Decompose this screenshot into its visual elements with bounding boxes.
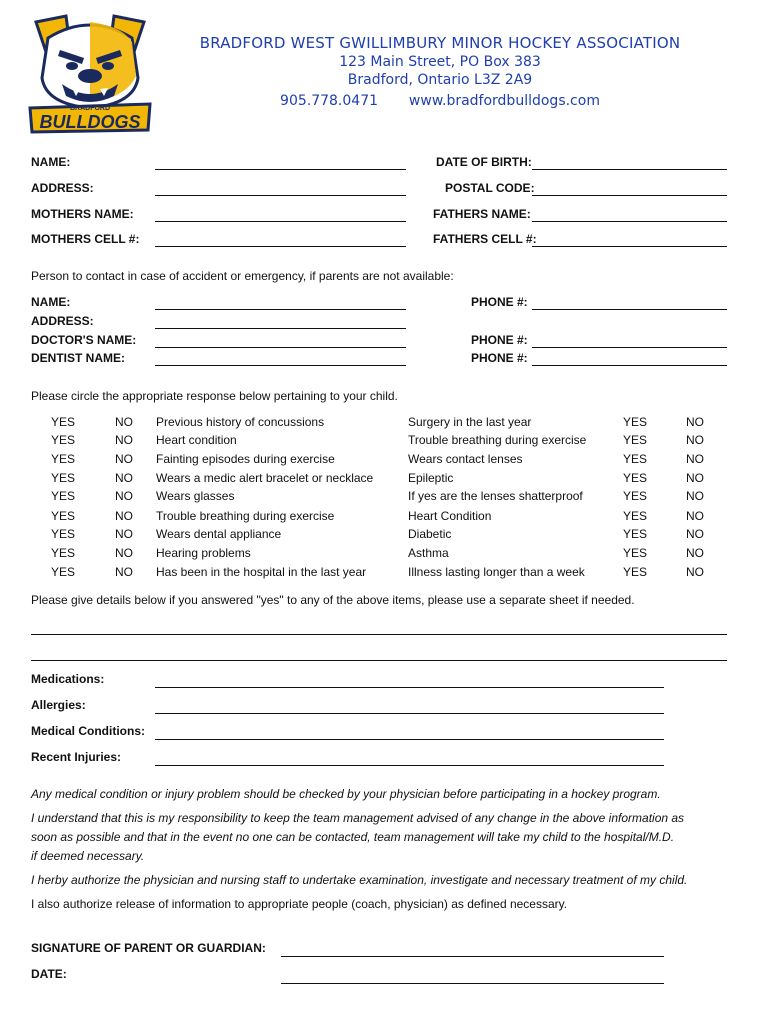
right-question-label: Asthma — [408, 546, 449, 560]
right-no-option[interactable]: NO — [686, 415, 704, 429]
allergies-field[interactable] — [155, 713, 664, 714]
right-yes-option[interactable]: YES — [623, 527, 648, 541]
signature-field[interactable] — [281, 956, 664, 957]
emergency-address-label: ADDRESS: — [31, 314, 94, 328]
date-label: DATE: — [31, 967, 67, 981]
left-yes-option[interactable]: YES — [51, 489, 76, 503]
left-question-label: Previous history of concussions — [156, 415, 325, 429]
left-yes-option[interactable]: YES — [51, 471, 76, 485]
recent-injuries-field[interactable] — [155, 765, 664, 766]
date-field[interactable] — [281, 983, 664, 984]
allergies-label: Allergies: — [31, 698, 86, 712]
left-question-label: Hearing problems — [156, 546, 251, 560]
right-no-option[interactable]: NO — [686, 546, 704, 560]
left-yes-option[interactable]: YES — [51, 433, 76, 447]
details-line-1[interactable] — [31, 634, 727, 635]
left-no-option[interactable]: NO — [115, 527, 133, 541]
emergency-address-field[interactable] — [155, 328, 406, 329]
left-yes-option[interactable]: YES — [51, 527, 76, 541]
postal-field[interactable] — [532, 195, 727, 196]
org-address-line1: 123 Main Street, PO Box 383 — [339, 54, 541, 70]
medications-field[interactable] — [155, 687, 664, 688]
emergency-phone-label: PHONE #: — [471, 295, 528, 309]
statement-physician: Any medical condition or injury problem should be checked by your physician before participating in a hockey program. — [31, 787, 661, 801]
left-question-label: Wears glasses — [156, 489, 235, 503]
statement-release-info: I also authorize release of information to appropriate people (coach, physician) as defined necessary. — [31, 897, 568, 911]
right-question-label: Trouble breathing during exercise — [408, 433, 587, 447]
right-yes-option[interactable]: YES — [623, 565, 648, 579]
org-contact — [180, 93, 700, 109]
left-no-option[interactable]: NO — [115, 489, 133, 503]
org-name: BRADFORD WEST GWILLIMBURY MINOR HOCKEY ASSOCIATION — [199, 34, 681, 52]
postal-label: POSTAL CODE: — [445, 181, 535, 195]
doctor-phone-label: PHONE #: — [471, 333, 528, 347]
right-yes-option[interactable]: YES — [623, 415, 648, 429]
statement-responsibility-2: soon as possible and that in the event no one can be contacted, team management will take my child to the hospital/M.D. — [31, 830, 675, 844]
left-no-option[interactable]: NO — [115, 471, 133, 485]
right-question-label: If yes are the lenses shatterproof — [408, 489, 583, 503]
left-no-option[interactable]: NO — [115, 433, 133, 447]
medications-label: Medications: — [31, 672, 105, 686]
mothers-cell-label: MOTHERS CELL #: — [31, 232, 140, 246]
left-yes-option[interactable]: YES — [51, 565, 76, 579]
left-no-option[interactable]: NO — [115, 509, 133, 523]
address-field[interactable] — [155, 195, 406, 196]
recent-injuries-label: Recent Injuries: — [31, 750, 122, 764]
left-no-option[interactable]: NO — [115, 565, 133, 579]
right-no-option[interactable]: NO — [686, 471, 704, 485]
right-no-option[interactable]: NO — [686, 433, 704, 447]
signature-label: SIGNATURE OF PARENT OR GUARDIAN: — [31, 941, 266, 955]
bulldogs-logo — [26, 12, 154, 134]
right-yes-option[interactable]: YES — [623, 433, 648, 447]
org-website[interactable]: www.bradfordbulldogs.com — [408, 93, 600, 109]
right-yes-option[interactable]: YES — [623, 452, 648, 466]
name-label: NAME: — [31, 155, 71, 169]
left-no-option[interactable]: NO — [115, 415, 133, 429]
fathers-name-field[interactable] — [532, 221, 727, 222]
details-instruction: Please give details below if you answered "yes" to any of the above items, please use a separate sheet if needed. — [31, 593, 635, 607]
svg-text:BULLDOGS: BULLDOGS — [39, 112, 141, 132]
dob-field[interactable] — [532, 169, 727, 170]
right-yes-option[interactable]: YES — [623, 546, 648, 560]
dentist-name-label: DENTIST NAME: — [31, 351, 125, 365]
emergency-intro: Person to contact in case of accident or emergency, if parents are not available: — [31, 269, 454, 283]
right-question-label: Surgery in the last year — [408, 415, 532, 429]
fathers-cell-field[interactable] — [532, 246, 727, 247]
mothers-name-field[interactable] — [155, 221, 406, 222]
statement-responsibility-3: if deemed necessary. — [31, 849, 145, 863]
right-yes-option[interactable]: YES — [623, 509, 648, 523]
left-yes-option[interactable]: YES — [51, 546, 76, 560]
medical-conditions-field[interactable] — [155, 739, 664, 740]
right-no-option[interactable]: NO — [686, 452, 704, 466]
right-no-option[interactable]: NO — [686, 565, 704, 579]
right-yes-option[interactable]: YES — [623, 489, 648, 503]
left-yes-option[interactable]: YES — [51, 452, 76, 466]
org-phone: 905.778.0471 — [280, 93, 379, 109]
right-question-label: Wears contact lenses — [408, 452, 523, 466]
statement-authorize-treatment: I herby authorize the physician and nursing staff to undertake examination, investigate and necessary treatment of my child. — [31, 873, 688, 887]
doctor-name-label: DOCTOR'S NAME: — [31, 333, 137, 347]
address-label: ADDRESS: — [31, 181, 94, 195]
emergency-name-field[interactable] — [155, 309, 406, 310]
fathers-name-label: FATHERS NAME: — [433, 207, 531, 221]
questions-intro: Please circle the appropriate response below pertaining to your child. — [31, 389, 398, 403]
svg-text:BRADFORD: BRADFORD — [69, 105, 111, 112]
doctor-phone-field[interactable] — [532, 347, 727, 348]
left-question-label: Heart condition — [156, 433, 237, 447]
right-question-label: Epileptic — [408, 471, 454, 485]
medical-conditions-label: Medical Conditions: — [31, 724, 145, 738]
left-question-label: Fainting episodes during exercise — [156, 452, 335, 466]
dentist-phone-field[interactable] — [532, 365, 727, 366]
name-field[interactable] — [155, 169, 406, 170]
emergency-name-label: NAME: — [31, 295, 71, 309]
left-yes-option[interactable]: YES — [51, 415, 76, 429]
left-question-label: Trouble breathing during exercise — [156, 509, 335, 523]
dob-label: DATE OF BIRTH: — [436, 155, 532, 169]
left-no-option[interactable]: NO — [115, 546, 133, 560]
left-no-option[interactable]: NO — [115, 452, 133, 466]
fathers-cell-label: FATHERS CELL #: — [433, 232, 537, 246]
right-yes-option[interactable]: YES — [623, 471, 648, 485]
mothers-cell-field[interactable] — [155, 246, 406, 247]
right-question-label: Heart Condition — [408, 509, 492, 523]
left-yes-option[interactable]: YES — [51, 509, 76, 523]
right-question-label: Illness lasting longer than a week — [408, 565, 585, 579]
org-address-line2: Bradford, Ontario L3Z 2A9 — [347, 72, 533, 88]
emergency-phone-field[interactable] — [532, 309, 727, 310]
right-no-option[interactable]: NO — [686, 489, 704, 503]
details-line-2[interactable] — [31, 660, 727, 661]
statement-responsibility-1: I understand that this is my responsibility to keep the team management advised of any change in the above information as — [31, 811, 685, 825]
right-question-label: Diabetic — [408, 527, 452, 541]
left-question-label: Wears a medic alert bracelet or necklace — [156, 471, 374, 485]
right-no-option[interactable]: NO — [686, 509, 704, 523]
right-no-option[interactable]: NO — [686, 527, 704, 541]
dentist-phone-label: PHONE #: — [471, 351, 528, 365]
left-question-label: Wears dental appliance — [156, 527, 282, 541]
doctor-name-field[interactable] — [155, 347, 406, 348]
dentist-name-field[interactable] — [155, 365, 406, 366]
mothers-name-label: MOTHERS NAME: — [31, 207, 134, 221]
left-question-label: Has been in the hospital in the last year — [156, 565, 367, 579]
